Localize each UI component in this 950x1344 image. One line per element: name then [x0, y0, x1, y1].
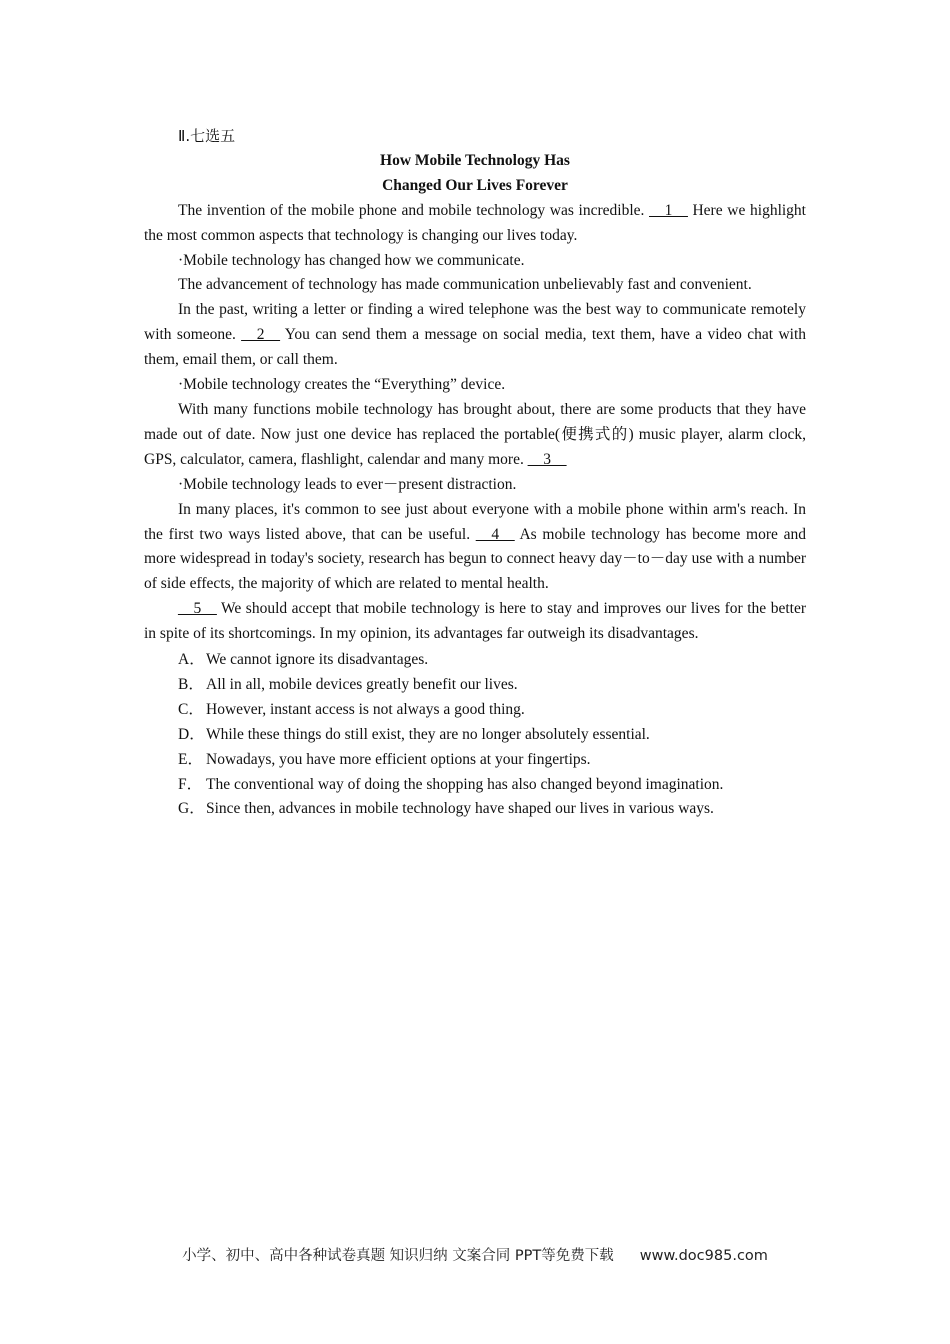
option-letter: A．: [178, 651, 205, 669]
option-text: All in all, mobile devices greatly benefit our lives.: [206, 675, 518, 693]
document-body: [144, 124, 806, 822]
paragraph-5: [144, 498, 806, 598]
paragraph-6: [144, 597, 806, 647]
paragraph-3-rest: You can send them a message on social media, text them, have a video chat with them, email them, or call them.: [144, 326, 806, 369]
article-title-line-2: Changed Our Lives Forever: [382, 176, 568, 194]
option-letter: F．: [178, 775, 203, 793]
paragraph-1: [144, 199, 806, 249]
option-c: [178, 698, 806, 723]
blank-5: __5__: [178, 600, 217, 618]
option-g: [178, 797, 806, 822]
option-text: The conventional way of doing the shopping has also changed beyond imagination.: [206, 775, 724, 793]
option-text: However, instant access is not always a good thing.: [206, 700, 525, 718]
options-list: [144, 648, 806, 822]
blank-4: __4__: [475, 525, 515, 543]
option-d: [178, 723, 806, 748]
paragraph-5-rest: As mobile technology has become more and more widespread in today's society, research has begun to connect heavy day－to－day use with a number of side effects, the majority of which are related to mental health.: [144, 525, 807, 593]
paragraph-6-rest: We should accept that mobile technology is here to stay and improves our lives for the better in spite of its shortcomings. In my opinion, its advantages far outweigh its disadvantages.: [144, 600, 806, 643]
option-letter: B．: [178, 675, 204, 693]
option-letter: D．: [178, 725, 205, 743]
option-text: Nowadays, you have more efficient options at your fingertips.: [206, 750, 591, 768]
option-letter: G．: [178, 800, 205, 818]
paragraph-3-text: In the past, writing a letter or finding a wired telephone was the best way to communicate remotely with someone.: [144, 301, 806, 344]
subheading-3: ·Mobile technology leads to ever－present distraction.: [178, 475, 517, 493]
footer-url: www.doc985.com: [639, 1248, 768, 1264]
option-text: While these things do still exist, they are no longer absolutely essential.: [206, 725, 650, 743]
paragraph-2: The advancement of technology has made communication unbelievably fast and convenient.: [178, 276, 752, 294]
paragraph-4-text: With many functions mobile technology has brought about, there are some products that they have made out of date. Now just one device has replaced the portable(便携式的) music player, alarm clock, GPS, calculator, camera, flashlight, calendar and many more.: [144, 400, 806, 468]
subheading-1: ·Mobile technology has changed how we communicate.: [178, 251, 525, 269]
subheading-2: ·Mobile technology creates the “Everything” device.: [178, 376, 506, 394]
option-letter: C．: [178, 700, 204, 718]
paragraph-5-text: In many places, it's common to see just about everyone with a mobile phone within arm's reach. In the first two ways listed above, that can be useful.: [144, 500, 806, 543]
paragraph-1-text: The invention of the mobile phone and mobile technology was incredible.: [178, 201, 645, 219]
option-b: [178, 673, 806, 698]
blank-3: __3__: [527, 450, 567, 468]
blank-2: __2__: [241, 326, 280, 344]
option-a: [178, 648, 806, 673]
option-text: Since then, advances in mobile technology have shaped our lives in various ways.: [206, 800, 714, 818]
option-text: We cannot ignore its disadvantages.: [206, 651, 429, 669]
option-letter: E．: [178, 750, 203, 768]
section-label: Ⅱ.七选五: [178, 127, 236, 145]
page-footer: [0, 1244, 950, 1265]
footer-text: 小学、初中、高中各种试卷真题 知识归纳 文案合同 PPT等免费下载: [182, 1248, 614, 1264]
option-e: [178, 748, 806, 773]
blank-1: __1__: [649, 201, 688, 219]
paragraph-3: [144, 298, 806, 373]
option-f: [178, 773, 806, 798]
paragraph-1-rest: Here we highlight the most common aspects that technology is changing our lives today.: [144, 201, 806, 244]
paragraph-4: [144, 398, 806, 473]
article-title-line-1: How Mobile Technology Has: [380, 151, 570, 169]
